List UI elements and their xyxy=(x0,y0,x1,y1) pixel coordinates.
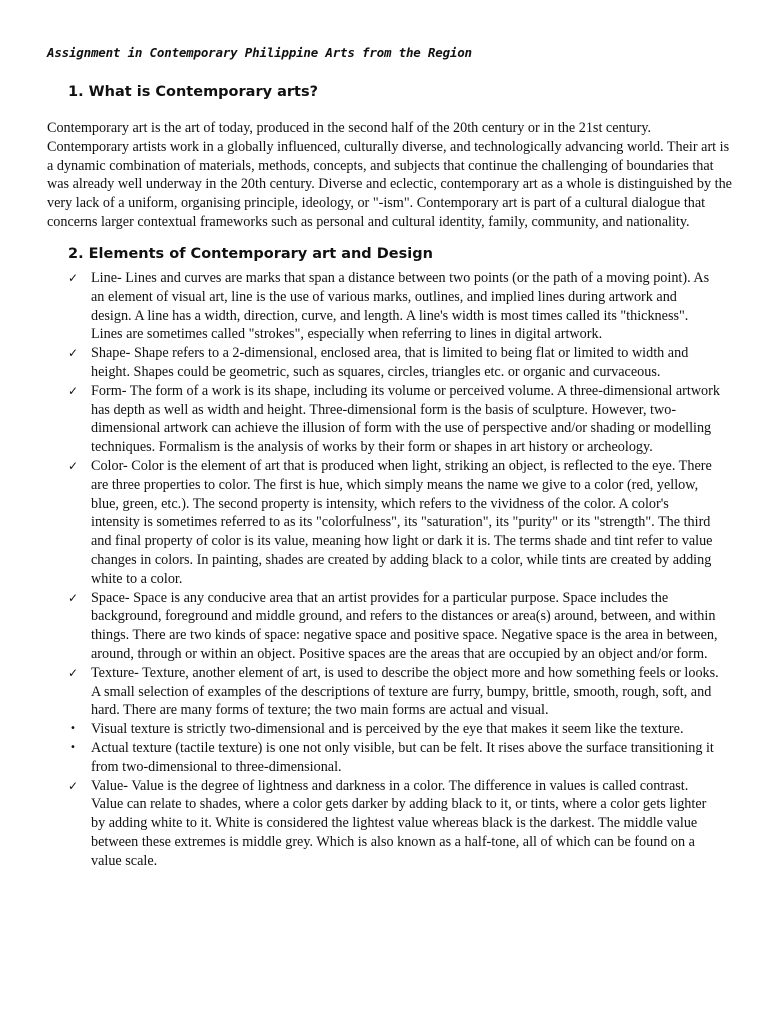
checkmark-icon: ✓ xyxy=(68,346,79,361)
list-item-text: Color- Color is the element of art that is produced when light, striking an object, is reflected to the eye. There are three properties to color. The first is hue, which simply means the name we give to a color (red, yellow, blue, green, etc.). The second property is intensity, which refers to the vividness of the color. A color's intensity is sometimes referred to as its "colorfulness", its "saturation", its "purity" or its "strength". The third and final property of color is its value, meaning how light or dark it is. The terms shade and tint refer to value changes in colors. In painting, shades are created by adding black to a color, while tints are created by adding white to a color. xyxy=(91,457,713,587)
list-item-value xyxy=(0,777,721,871)
list-item-shape xyxy=(0,344,721,382)
checkmark-icon: ✓ xyxy=(68,778,79,793)
list-item-text: Visual texture is strictly two-dimensional and is perceived by the eye that makes it seem like the texture. xyxy=(91,721,684,738)
elements-list xyxy=(0,269,768,871)
list-item-visual-texture xyxy=(0,720,721,739)
list-item-text: Space- Space is any conducive area that an artist provides for a particular purpose. Space includes the background, foreground and middle ground, and refers to the distances or area(s) around, between, and within things. There are two kinds of space: negative space and positive space. Negative space is the area in between, around, through or within an object. Positive spaces are the areas that are occupied by an object and/or form. xyxy=(91,589,718,662)
checkmark-icon: ✓ xyxy=(68,590,79,605)
list-item-text: Line- Lines and curves are marks that span a distance between two points (or the path of a moving point). As an element of visual art, line is the use of various marks, outlines, and implied lines during artwork and design. A line has a width, direction, curve, and length. A line's width is most times called its "thickness". Lines are sometimes called "strokes", especially when referring to lines in digital artwork. xyxy=(91,270,710,343)
section-1-heading: 1. What is Contemporary arts? xyxy=(68,84,319,100)
bullet-icon: • xyxy=(70,723,76,735)
list-item-text: Texture- Texture, another element of art, is used to describe the object more and how something feels or looks. A small selection of examples of the descriptions of texture are furry, bumpy, brittle, smooth, rough, soft, and hard. There are many forms of texture; the two main forms are actual and visual. xyxy=(91,664,719,719)
list-item-color xyxy=(0,457,721,589)
list-item-texture xyxy=(0,664,721,720)
list-item-line xyxy=(0,269,721,344)
list-item-text: Actual texture (tactile texture) is one not only visible, but can be felt. It rises above the surface transitioning it from two-dimensional to three-dimensional. xyxy=(91,739,714,775)
list-item-text: Shape- Shape refers to a 2-dimensional, enclosed area, that is limited to being flat or limited to width and height. Shapes could be geometric, such as squares, circles, triangles etc. or organic and curvaceous. xyxy=(91,345,689,380)
checkmark-icon: ✓ xyxy=(68,665,79,680)
list-item-text: Value- Value is the degree of lightness and darkness in a color. The difference in values is called contrast. Value can relate to shades, where a color gets darker by adding black to it, or tints, where a color gets lighter by adding white to it. White is considered the lightest value whereas black is the darkest. The middle value between these extremes is middle grey. Which is also known as a half-tone, all of which can be found on a value scale. xyxy=(91,777,707,869)
document-title: Assignment in Contemporary Philippine Arts from the Region xyxy=(47,45,472,60)
list-item-space xyxy=(0,589,721,664)
section-1-paragraph: Contemporary art is the art of today, produced in the second half of the 20th century or in the 21st century. Contemporary artists work in a globally influenced, culturally diverse, and technologically advancing world. Their art is a dynamic combination of materials, methods, concepts, and subjects that continue the challenging of boundaries that was already well underway in the 20th century. Diverse and eclectic, contemporary art as a whole is distinguished by the very lack of a uniform, organising principle, ideology, or "-ism". Contemporary art is part of a cultural dialogue that concerns larger contextual frameworks such as personal and cultural identity, family, community, and nationality. xyxy=(47,120,732,230)
list-item-text: Form- The form of a work is its shape, including its volume or perceived volume. A three-dimensional artwork has depth as well as width and height. Three-dimensional form is the basis of sculpture. However, two-dimensional artwork can achieve the illusion of form with the use of perspective and/or shading or modelling techniques. Formalism is the analysis of works by their form or shapes in art history or archeology. xyxy=(91,382,720,456)
checkmark-icon: ✓ xyxy=(68,271,79,285)
bullet-icon: • xyxy=(70,741,76,753)
list-item-form xyxy=(0,382,721,457)
checkmark-icon: ✓ xyxy=(68,458,79,473)
list-item-actual-texture xyxy=(0,739,721,777)
checkmark-icon: ✓ xyxy=(68,383,79,398)
section-2-heading: 2. Elements of Contemporary art and Design xyxy=(68,246,433,262)
